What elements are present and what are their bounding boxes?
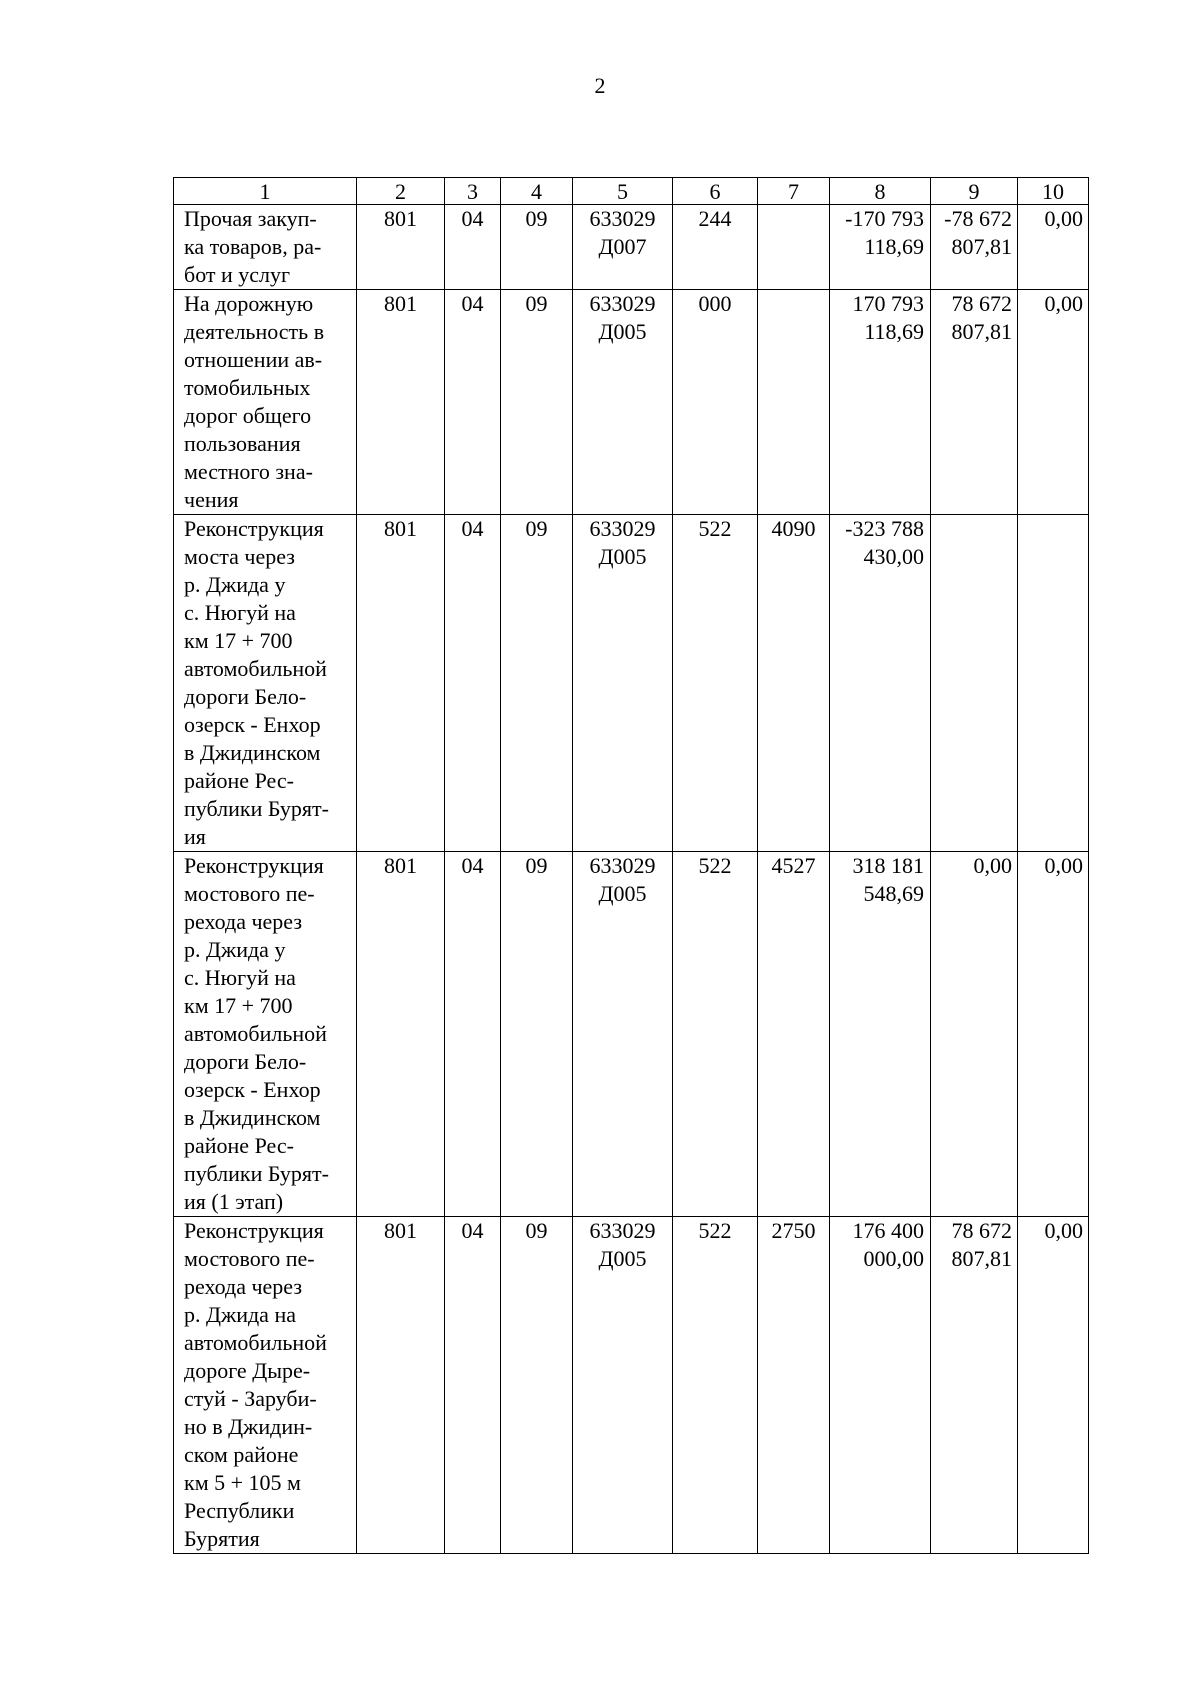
column-header: 8 (830, 178, 931, 205)
code-cell: 04 (445, 290, 501, 515)
code-cell: 000 (673, 290, 758, 515)
code-cell: 522 (673, 1217, 758, 1554)
code-cell: 4090 (758, 515, 830, 852)
code-cell: 801 (357, 1217, 445, 1554)
row-name-cell: Прочая закуп- ка товаров, ра- бот и услуг (174, 205, 357, 290)
column-header: 6 (673, 178, 758, 205)
code-cell: 633029 Д005 (573, 290, 673, 515)
code-cell: 801 (357, 290, 445, 515)
code-cell: 522 (673, 515, 758, 852)
code-cell: 04 (445, 1217, 501, 1554)
row-name-cell: Реконструкция мостового пе- рехода через р. Джида на автомобильной дороге Дыре- стуй - Заруби- но в Джидин- ском районе км 5 + 105 м Республики Бурятия (174, 1217, 357, 1554)
table-header-row (174, 178, 1089, 205)
amount-cell: 78 672 807,81 (931, 290, 1018, 515)
column-header: 1 (174, 178, 357, 205)
row-name-cell: Реконструкция мостового пе- рехода через р. Джида у с. Нюгуй на км 17 + 700 автомобильной дороги Бело- озерск - Енхор в Джидинском районе Рес- публики Бурят- ия (1 этап) (174, 852, 357, 1217)
table-row (174, 1217, 1089, 1554)
amount-cell: 0,00 (1018, 1217, 1089, 1554)
code-cell: 4527 (758, 852, 830, 1217)
table-row (174, 852, 1089, 1217)
column-header: 3 (445, 178, 501, 205)
amount-cell: 318 181 548,69 (830, 852, 931, 1217)
amount-cell: 0,00 (1018, 205, 1089, 290)
code-cell: 801 (357, 205, 445, 290)
code-cell: 04 (445, 852, 501, 1217)
row-name-cell: На дорожную деятельность в отношении ав- томобильных дорог общего пользования местного зна- чения (174, 290, 357, 515)
code-cell: 04 (445, 205, 501, 290)
code-cell (758, 205, 830, 290)
amount-cell: 0,00 (931, 852, 1018, 1217)
amount-cell: 176 400 000,00 (830, 1217, 931, 1554)
table-row (174, 290, 1089, 515)
amount-cell: 0,00 (1018, 290, 1089, 515)
amount-cell: -170 793 118,69 (830, 205, 931, 290)
code-cell: 633029 Д007 (573, 205, 673, 290)
code-cell: 244 (673, 205, 758, 290)
amount-cell (1018, 515, 1089, 852)
page-number: 2 (594, 73, 606, 98)
amount-cell: -78 672 807,81 (931, 205, 1018, 290)
row-name-cell: Реконструкция моста через р. Джида у с. Нюгуй на км 17 + 700 автомобильной дороги Бело- озерск - Енхор в Джидинском районе Рес- публики Бурят- ия (174, 515, 357, 852)
table-row (174, 515, 1089, 852)
budget-table (173, 177, 1089, 1554)
code-cell: 09 (501, 1217, 573, 1554)
amount-cell: 0,00 (1018, 852, 1089, 1217)
column-header: 2 (357, 178, 445, 205)
amount-cell: 78 672 807,81 (931, 1217, 1018, 1554)
amount-cell: -323 788 430,00 (830, 515, 931, 852)
code-cell: 801 (357, 852, 445, 1217)
table-row (174, 205, 1089, 290)
column-header: 4 (501, 178, 573, 205)
code-cell: 801 (357, 515, 445, 852)
code-cell: 09 (501, 852, 573, 1217)
amount-cell: 170 793 118,69 (830, 290, 931, 515)
amount-cell (931, 515, 1018, 852)
code-cell: 09 (501, 290, 573, 515)
code-cell: 09 (501, 205, 573, 290)
code-cell: 522 (673, 852, 758, 1217)
code-cell: 633029 Д005 (573, 1217, 673, 1554)
code-cell (758, 290, 830, 515)
code-cell: 2750 (758, 1217, 830, 1554)
column-header: 9 (931, 178, 1018, 205)
code-cell: 633029 Д005 (573, 852, 673, 1217)
code-cell: 633029 Д005 (573, 515, 673, 852)
column-header: 10 (1018, 178, 1089, 205)
code-cell: 04 (445, 515, 501, 852)
code-cell: 09 (501, 515, 573, 852)
column-header: 5 (573, 178, 673, 205)
column-header: 7 (758, 178, 830, 205)
